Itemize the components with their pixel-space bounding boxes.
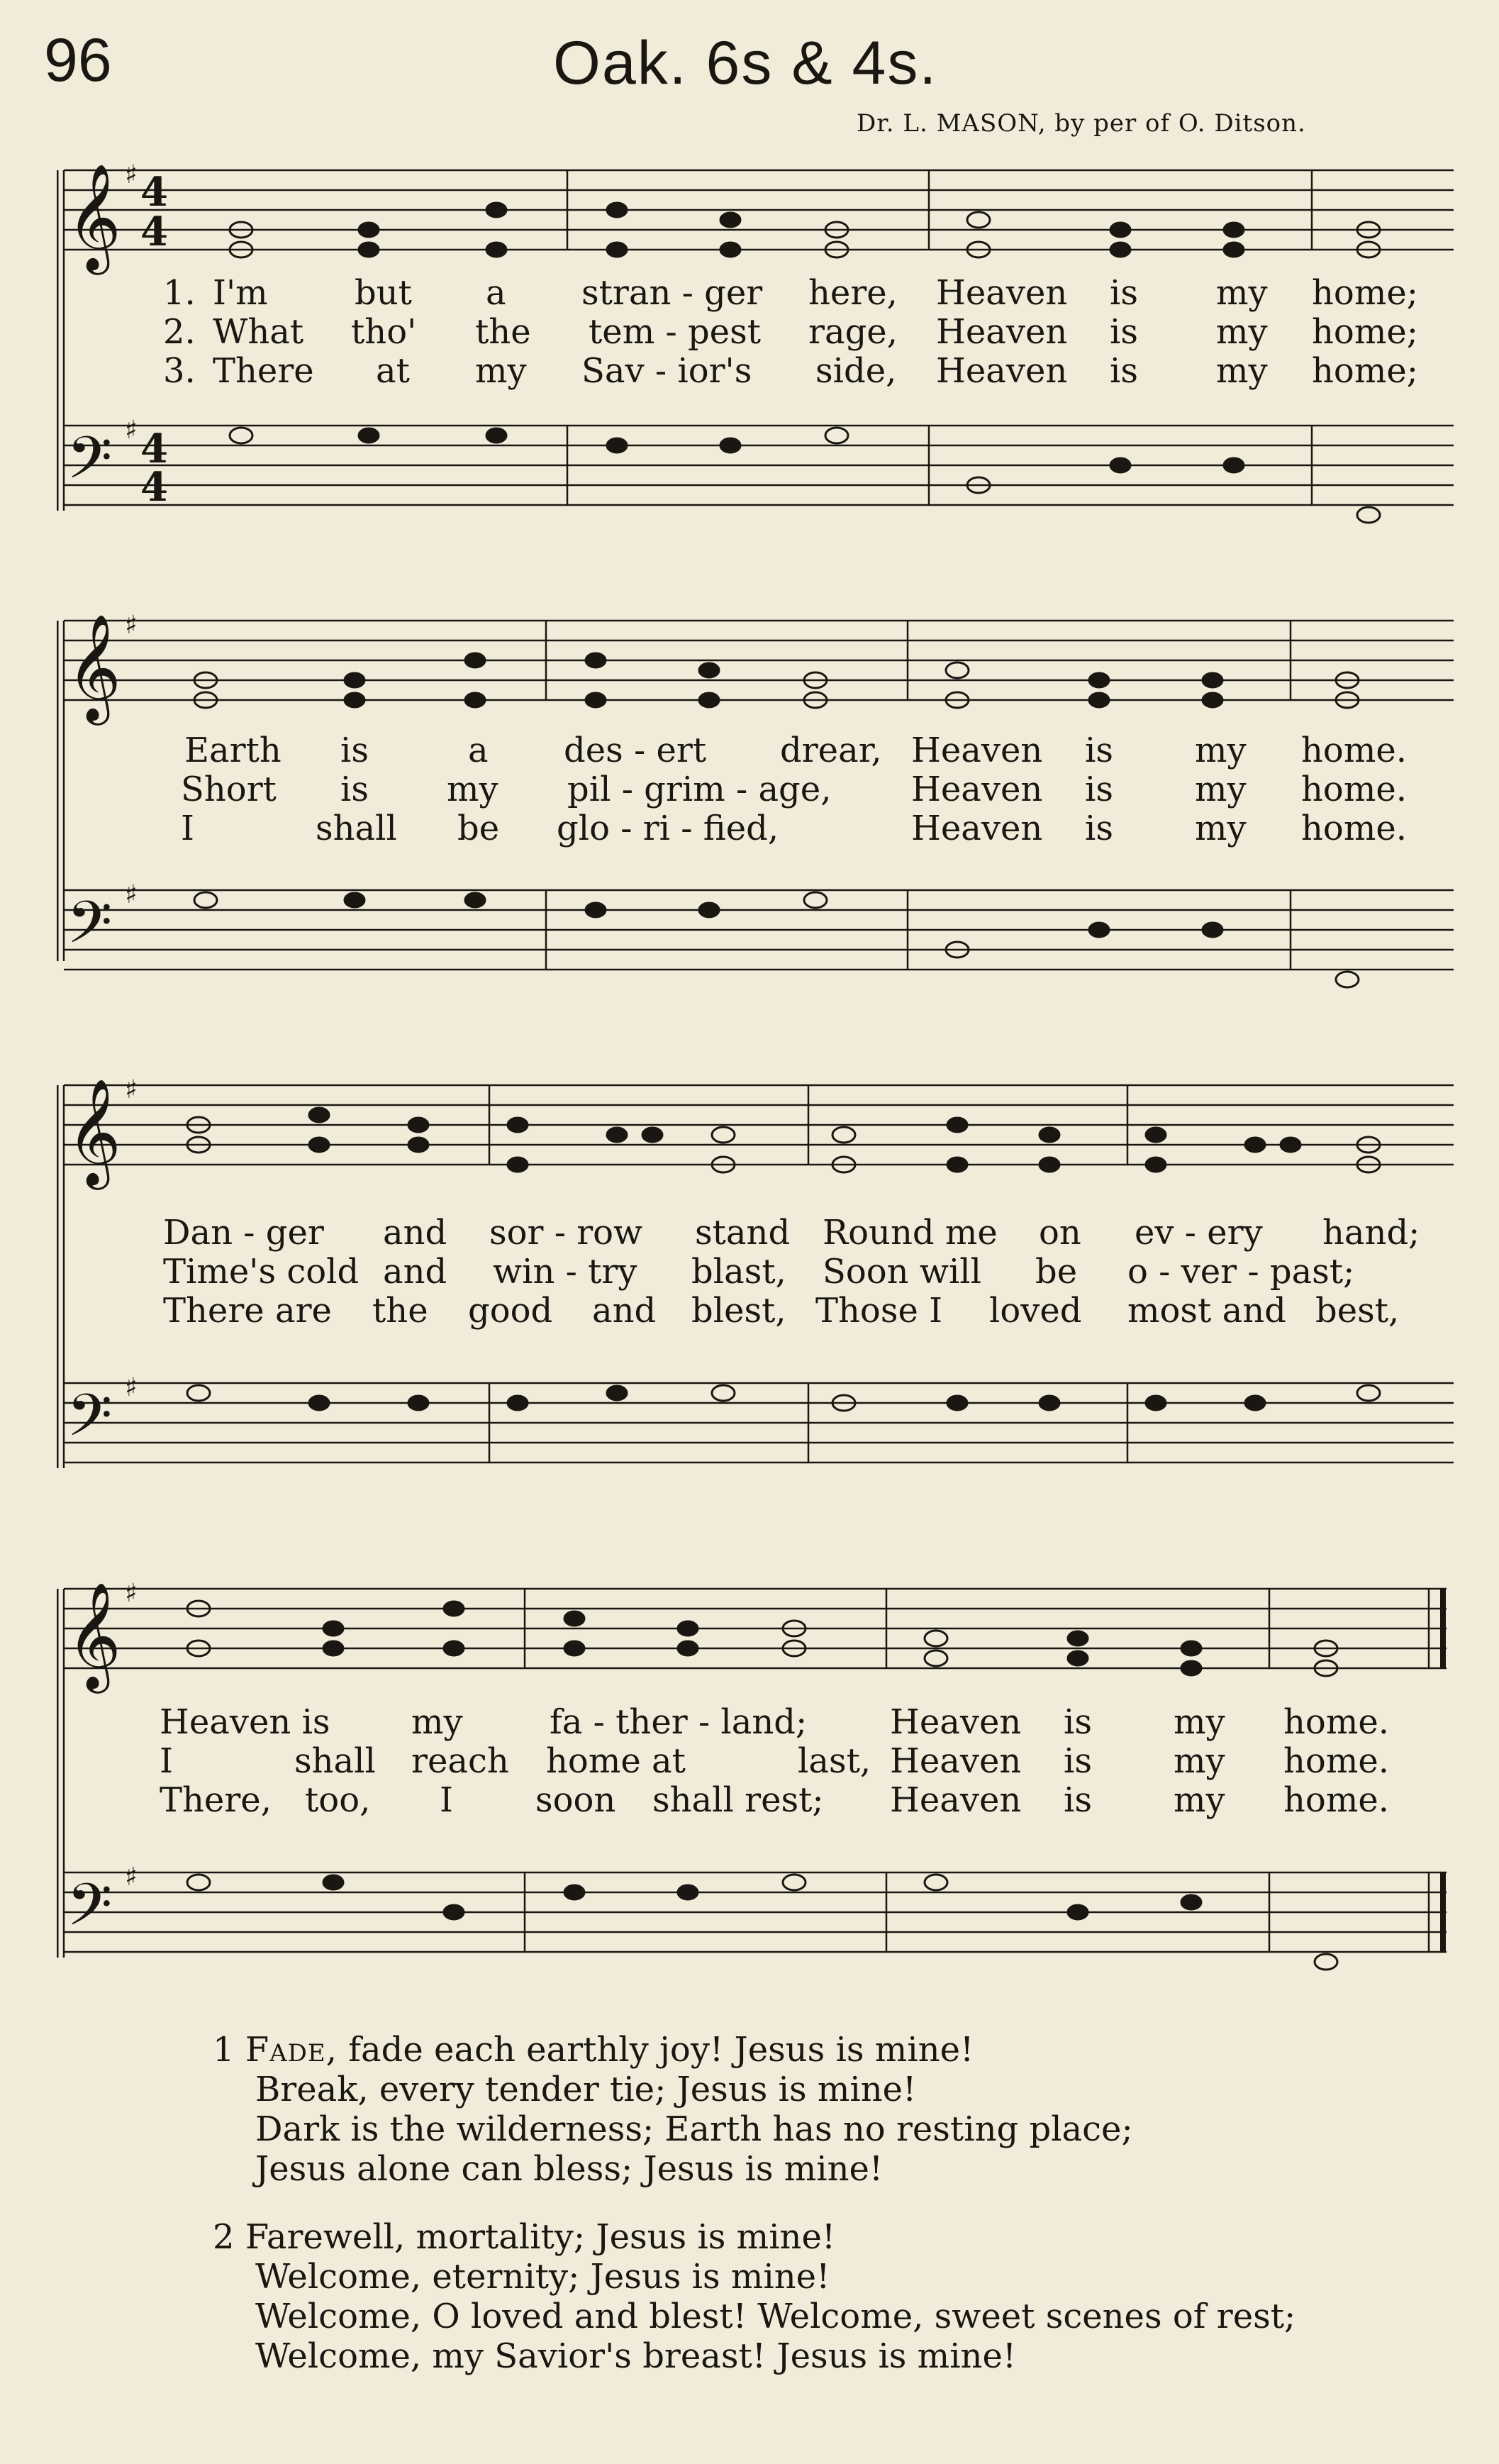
lyric: ev - ery bbox=[1135, 1213, 1263, 1253]
verse-2-row bbox=[57, 1741, 1454, 1782]
lyric: best, bbox=[1315, 1291, 1400, 1331]
lyric: here, bbox=[808, 273, 898, 313]
lyric: a bbox=[468, 731, 489, 770]
svg-text:♯: ♯ bbox=[125, 160, 138, 189]
lyric: glo - ri - fied, bbox=[557, 809, 779, 848]
lyric: home. bbox=[1283, 1741, 1389, 1781]
lyric: shall rest; bbox=[652, 1780, 824, 1820]
lyric: home. bbox=[1283, 1780, 1389, 1820]
lyric: shall bbox=[294, 1741, 376, 1781]
lyric: home; bbox=[1312, 312, 1418, 352]
lyric: but bbox=[355, 273, 412, 313]
lyric: 3. bbox=[163, 351, 196, 391]
lyric: the bbox=[475, 312, 531, 352]
lyric: Heaven bbox=[936, 351, 1068, 391]
lyric: is bbox=[1064, 1702, 1092, 1742]
lyric: at bbox=[376, 351, 410, 391]
lyric: Heaven is bbox=[160, 1702, 330, 1742]
lyric: is bbox=[1085, 809, 1113, 848]
music-system-4 bbox=[57, 1575, 1454, 1986]
svg-text:4: 4 bbox=[140, 426, 168, 472]
lyric: is bbox=[1110, 312, 1138, 352]
lyric: my bbox=[1174, 1702, 1225, 1742]
lyric: o - ver - past; bbox=[1127, 1252, 1355, 1292]
lyric: tho' bbox=[351, 312, 417, 352]
lyric: blest, bbox=[691, 1291, 786, 1331]
lyric: Soon will bbox=[823, 1252, 981, 1292]
lyric: last, bbox=[798, 1741, 871, 1781]
lyric: my bbox=[1195, 809, 1247, 848]
lyric: There bbox=[213, 351, 314, 391]
stanza-line: Jesus alone can bless; Jesus is mine! bbox=[255, 2149, 884, 2189]
lyric: and bbox=[383, 1213, 447, 1253]
lyric: sor - row bbox=[489, 1213, 643, 1253]
lyric: the bbox=[372, 1291, 428, 1331]
lyric: is bbox=[1110, 351, 1138, 391]
stanza-line bbox=[213, 2030, 1295, 2070]
lyric: is bbox=[1110, 273, 1138, 313]
stanza-2 bbox=[213, 2217, 1295, 2376]
lyric: reach bbox=[411, 1741, 509, 1781]
lyric: Heaven bbox=[911, 809, 1043, 848]
lyric: Heaven bbox=[890, 1780, 1022, 1820]
lyric: is bbox=[1085, 770, 1113, 809]
lyric: my bbox=[411, 1702, 463, 1742]
lyric: on bbox=[1039, 1213, 1081, 1253]
lyric: Time's cold bbox=[163, 1252, 360, 1292]
svg-text:♯: ♯ bbox=[125, 1075, 138, 1104]
composer-credit: Dr. L. MASON, by per of O. Ditson. bbox=[857, 109, 1306, 138]
lyric: home. bbox=[1301, 770, 1407, 809]
music-system-3 bbox=[57, 1064, 1454, 1504]
stanza-line-text: fade each earthly joy! Jesus is mine! bbox=[348, 2030, 974, 2070]
hymn-text bbox=[213, 2030, 1295, 2404]
lyric: loved bbox=[989, 1291, 1082, 1331]
lyric: Heaven bbox=[911, 731, 1043, 770]
stanza-1 bbox=[213, 2030, 1295, 2189]
lyric: 2. bbox=[163, 312, 196, 352]
lyric: most and bbox=[1127, 1291, 1286, 1331]
lyric: is bbox=[340, 731, 369, 770]
lyric: is bbox=[1064, 1780, 1092, 1820]
lyric: There are bbox=[163, 1291, 332, 1331]
stanza-line: Welcome, my Savior's breast! Jesus is mine! bbox=[255, 2336, 1017, 2376]
lyric: good bbox=[468, 1291, 553, 1331]
lyric: is bbox=[340, 770, 369, 809]
stanza-first-word: Fade, bbox=[245, 2030, 338, 2070]
lyric: Heaven bbox=[890, 1702, 1022, 1742]
lyric: Sav - ior's bbox=[581, 351, 752, 391]
lyric: Short bbox=[181, 770, 277, 809]
stanza-line bbox=[213, 2217, 1295, 2257]
verse-1-row bbox=[57, 1702, 1454, 1743]
lyric: I bbox=[181, 809, 194, 848]
bass-staff bbox=[64, 426, 1454, 505]
stanza-line: Welcome, O loved and blest! Welcome, sweet scenes of rest; bbox=[255, 2297, 1296, 2336]
lyric: home. bbox=[1301, 731, 1407, 770]
lyric: stran - ger bbox=[581, 273, 763, 313]
verse-2-row bbox=[57, 312, 1454, 353]
lyric: Heaven bbox=[936, 273, 1068, 313]
stanza-number: 1 bbox=[213, 2030, 235, 2070]
verse-3-row bbox=[57, 809, 1454, 850]
lyric: drear, bbox=[780, 731, 882, 770]
music-system-2 bbox=[57, 606, 1454, 989]
lyric: What bbox=[213, 312, 304, 352]
lyric: a bbox=[486, 273, 506, 313]
lyric: Those I bbox=[815, 1291, 943, 1331]
lyric: hand; bbox=[1322, 1213, 1420, 1253]
stanza-number: 2 bbox=[213, 2217, 235, 2257]
lyric: home; bbox=[1312, 351, 1418, 391]
svg-text:♯: ♯ bbox=[125, 1863, 138, 1892]
lyric: Dan - ger bbox=[163, 1213, 324, 1253]
svg-text:♯: ♯ bbox=[125, 1579, 138, 1608]
lyric: Heaven bbox=[936, 312, 1068, 352]
svg-text:𝄞: 𝄞 bbox=[67, 613, 121, 721]
lyric: I bbox=[160, 1741, 173, 1781]
svg-text:4: 4 bbox=[140, 169, 168, 216]
stanza-line: Dark is the wilderness; Earth has no resting place; bbox=[255, 2109, 1133, 2149]
stanza-line-text: Farewell, mortality; Jesus is mine! bbox=[245, 2217, 836, 2257]
lyric: too, bbox=[305, 1780, 371, 1820]
verse-3-row bbox=[57, 1291, 1454, 1332]
lyric: is bbox=[1064, 1741, 1092, 1781]
verse-1-row bbox=[57, 273, 1454, 314]
lyric: Earth bbox=[184, 731, 282, 770]
svg-text:𝄢: 𝄢 bbox=[67, 1870, 113, 1953]
lyric: my bbox=[1174, 1780, 1225, 1820]
verse-3-row bbox=[57, 1780, 1454, 1821]
lyric: home; bbox=[1312, 273, 1418, 313]
lyric: win - try bbox=[493, 1252, 637, 1292]
lyric: I'm bbox=[213, 273, 268, 313]
stanza-line: Welcome, eternity; Jesus is mine! bbox=[255, 2257, 830, 2297]
verse-3-row bbox=[57, 351, 1454, 392]
lyric: soon bbox=[535, 1780, 616, 1820]
lyric: Heaven bbox=[911, 770, 1043, 809]
treble-staff bbox=[64, 170, 1454, 250]
lyric: Round me bbox=[823, 1213, 998, 1253]
page-number: 96 bbox=[44, 26, 112, 94]
lyric: des - ert bbox=[564, 731, 707, 770]
verse-1-row bbox=[57, 731, 1454, 772]
lyric: my bbox=[1216, 273, 1268, 313]
lyric: rage, bbox=[808, 312, 898, 352]
stanza-line: Break, every tender tie; Jesus is mine! bbox=[255, 2070, 917, 2109]
lyric: Heaven bbox=[890, 1741, 1022, 1781]
lyric: home. bbox=[1301, 809, 1407, 848]
lyric: 1. bbox=[163, 273, 196, 313]
lyric: and bbox=[592, 1291, 657, 1331]
lyric: is bbox=[1085, 731, 1113, 770]
music-system-1 bbox=[57, 142, 1454, 525]
lyric: and bbox=[383, 1252, 447, 1292]
lyric: my bbox=[1195, 770, 1247, 809]
svg-text:♯: ♯ bbox=[125, 880, 138, 909]
lyric: pil - grim - age, bbox=[567, 770, 832, 809]
treble-clef: 𝄞 bbox=[67, 162, 121, 270]
lyric: my bbox=[475, 351, 527, 391]
lyric: tem - pest bbox=[589, 312, 761, 352]
verse-1-row bbox=[57, 1213, 1454, 1254]
svg-text:4: 4 bbox=[140, 464, 168, 511]
lyric: be bbox=[1035, 1252, 1078, 1292]
lyric: my bbox=[1216, 351, 1268, 391]
svg-text:4: 4 bbox=[140, 209, 168, 255]
lyric: blast, bbox=[691, 1252, 786, 1292]
lyric: shall bbox=[316, 809, 397, 848]
bass-clef: 𝄢 bbox=[67, 423, 113, 506]
verse-2-row bbox=[57, 1252, 1454, 1293]
lyric: fa - ther - land; bbox=[550, 1702, 808, 1742]
lyric: my bbox=[1195, 731, 1247, 770]
hymn-title: Oak. 6s & 4s. bbox=[553, 29, 938, 97]
svg-text:𝄞: 𝄞 bbox=[67, 1077, 121, 1185]
lyric: my bbox=[447, 770, 498, 809]
verse-2-row bbox=[57, 770, 1454, 811]
lyric: I bbox=[440, 1780, 453, 1820]
svg-text:𝄢: 𝄢 bbox=[67, 1381, 113, 1464]
lyric: side, bbox=[815, 351, 897, 391]
svg-text:𝄞: 𝄞 bbox=[67, 1581, 121, 1689]
svg-text:♯: ♯ bbox=[125, 416, 138, 445]
lyric: home. bbox=[1283, 1702, 1389, 1742]
lyric: stand bbox=[695, 1213, 791, 1253]
svg-text:♯: ♯ bbox=[125, 1373, 138, 1402]
svg-text:𝄢: 𝄢 bbox=[67, 888, 113, 971]
svg-text:♯: ♯ bbox=[125, 611, 138, 640]
lyric: be bbox=[457, 809, 500, 848]
lyric: home at bbox=[546, 1741, 686, 1781]
lyric: my bbox=[1216, 312, 1268, 352]
lyric: my bbox=[1174, 1741, 1225, 1781]
lyric: There, bbox=[160, 1780, 272, 1820]
